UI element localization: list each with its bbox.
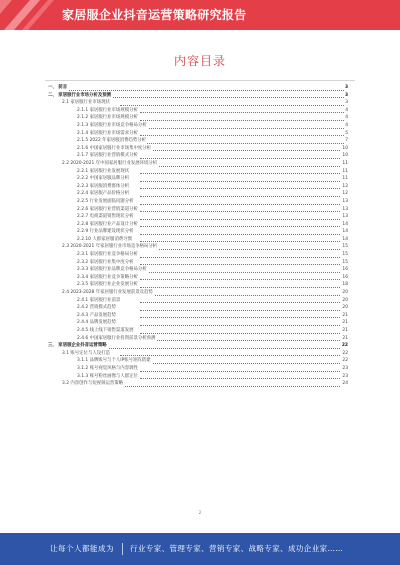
toc-entry-page: 22 xyxy=(341,343,348,349)
toc-entry-page: 14 xyxy=(342,229,348,235)
toc-leader-dots xyxy=(140,143,344,144)
toc-entry-label: 一、 前言 xyxy=(48,85,68,90)
toc-entry-label: 2.3 2020-2021 年家居服行业市场竞争格局分析 xyxy=(62,244,158,250)
toc-leader-dots xyxy=(140,363,344,364)
toc-entry-page: 22 xyxy=(342,358,348,364)
toc-entry-label: 2.2.2 中国家居服品牌分析 xyxy=(77,176,130,182)
toc-entry-label: 2.1.4 家居服行业市场需求分析 xyxy=(77,130,138,136)
toc-entry-page: 16 xyxy=(342,267,348,273)
toc-entry[interactable] xyxy=(0,251,400,259)
toc-entry-label: 2.1.6 中国家居服行业市场集中度分析 xyxy=(77,145,152,151)
toc-entry-label: 2.4.3 产品发展趋势 xyxy=(77,312,116,318)
header-bar xyxy=(0,0,400,30)
toc-entry-page: 12 xyxy=(342,183,348,189)
toc-entry-label: 2.3.5 家居服行业企业发展分析 xyxy=(77,282,138,288)
toc-entry[interactable] xyxy=(0,350,400,358)
toc-entry[interactable] xyxy=(0,373,400,381)
toc-entry[interactable] xyxy=(0,160,400,168)
page-number: 2 xyxy=(198,510,202,515)
toc-entry-label: 2.1 家居服行业市场现状 xyxy=(62,100,110,106)
toc-heading: 内容目录 xyxy=(173,54,226,68)
toc-entry-label: 3.1.2 账号视觉风格与内容调性 xyxy=(77,365,138,371)
toc-entry-label: 2.2.6 家居服行业营销渠道分析 xyxy=(77,206,138,212)
toc-entry-page: 12 xyxy=(342,191,348,197)
toc-entry[interactable] xyxy=(0,213,400,221)
toc-entry-label: 2.4.4 品牌发展趋势 xyxy=(77,320,116,326)
toc-entry[interactable] xyxy=(0,84,400,92)
toc-entry-page: 15 xyxy=(342,244,348,250)
footer-bar xyxy=(0,533,400,565)
toc-entry[interactable] xyxy=(0,365,400,373)
toc-entry[interactable] xyxy=(0,357,400,365)
toc-entry-label: 2.3.1 家居服行业竞争格局分析 xyxy=(77,252,138,258)
toc-entry-page: 21 xyxy=(342,335,348,341)
footer-divider xyxy=(122,543,123,555)
toc-entry-page: 3 xyxy=(345,100,348,106)
toc-leader-dots xyxy=(140,264,344,265)
toc-leader-dots xyxy=(140,279,344,280)
toc-entry-page: 22 xyxy=(342,350,348,356)
toc-entry-page: 18 xyxy=(342,282,348,288)
toc-entry[interactable] xyxy=(0,198,400,206)
toc-entry-page: 14 xyxy=(342,236,348,242)
toc-entry[interactable] xyxy=(0,130,400,138)
toc-leader-dots xyxy=(140,150,344,151)
toc-entry-label: 2.4.6 中国家居服行业投资前景分析预测 xyxy=(77,335,156,341)
toc-leader-dots xyxy=(140,196,344,197)
toc-entry-page: 4 xyxy=(345,107,348,113)
toc-leader-dots xyxy=(140,241,344,242)
toc-leader-dots xyxy=(140,188,344,189)
toc-entry[interactable] xyxy=(0,289,400,297)
toc-entry-page: 20 xyxy=(342,305,348,311)
toc-entry[interactable] xyxy=(0,243,400,251)
toc-leader-dots xyxy=(140,371,344,372)
toc-entry-page: 23 xyxy=(342,373,348,379)
toc-leader-dots xyxy=(120,386,344,387)
toc-entry-label: 2.2.7 电商渠道销售现状分析 xyxy=(77,214,134,220)
toc-entry[interactable] xyxy=(0,304,400,312)
toc-entry-label: 2.1.5 2022 年家居服消费趋势分析 xyxy=(77,138,147,144)
toc-leader-dots xyxy=(140,325,344,326)
toc-entry-label: 3.2 内容创作与短视频运营策略 xyxy=(62,381,124,387)
toc-leader-dots xyxy=(140,302,344,303)
toc-entry-page: 13 xyxy=(342,214,348,220)
toc-entry[interactable] xyxy=(0,137,400,145)
toc-entry[interactable] xyxy=(0,259,400,267)
toc-entry-label: 3.1.1 品牌账号与个人IP账号矩阵搭建 xyxy=(77,358,151,364)
toc-leader-dots xyxy=(140,378,344,379)
table-of-contents xyxy=(0,84,400,388)
toc-entry-label: 2.2 2020-2021 年中国家居服行业发展环境分析 xyxy=(62,160,158,166)
toc-leader-dots xyxy=(140,287,344,288)
toc-entry-page: 21 xyxy=(342,312,348,318)
footer-roles: 行业专家、管理专家、营销专家、战略专家、成功企业家…… xyxy=(130,544,344,553)
toc-leader-dots xyxy=(140,204,344,205)
toc-leader-dots xyxy=(140,173,344,174)
toc-entry-label: 2.3.2 家居服行业集中度分析 xyxy=(77,259,134,265)
toc-entry-page: 10 xyxy=(342,145,348,151)
header-title: 家居服企业抖音运营策略研究报告 xyxy=(62,8,247,22)
toc-entry[interactable] xyxy=(0,114,400,122)
toc-leader-dots xyxy=(120,355,344,356)
toc-entry[interactable] xyxy=(0,190,400,198)
toc-entry-page: 20 xyxy=(342,297,348,303)
toc-entry[interactable] xyxy=(0,274,400,282)
toc-entry-page: 15 xyxy=(342,252,348,258)
toc-entry-label: 2.2.1 家居服行业发展现状 xyxy=(77,168,130,174)
toc-entry[interactable] xyxy=(0,342,400,350)
toc-leader-dots xyxy=(140,120,344,121)
toc-entry-label: 2.4.2 营销模式趋势 xyxy=(77,305,116,311)
toc-leader-dots xyxy=(140,181,344,182)
toc-leader-dots xyxy=(140,340,344,341)
toc-entry-label: 三、 家居服企业抖音运营策略 xyxy=(48,343,107,349)
toc-leader-dots xyxy=(140,234,344,235)
toc-entry-page: 4 xyxy=(345,122,348,128)
toc-entry-label: 2.3.3 家居服行业品牌竞争格局分析 xyxy=(77,267,147,273)
toc-leader-dots xyxy=(140,317,344,318)
toc-entry-label: 2.2.4 家居服产品价格分析 xyxy=(77,191,130,197)
toc-leader-dots xyxy=(140,272,344,273)
toc-entry-page: 21 xyxy=(342,328,348,333)
toc-leader-dots xyxy=(140,226,344,227)
toc-entry[interactable] xyxy=(0,206,400,214)
toc-entry-label: 2.2.8 家居服行业产品设计分析 xyxy=(77,221,138,227)
toc-entry-label: 2.4.1 家居服行业前景 xyxy=(77,297,121,303)
toc-entry[interactable] xyxy=(0,297,400,305)
toc-entry[interactable] xyxy=(0,92,400,100)
toc-entry-label: 3.1 账号定位与人设打造 xyxy=(62,350,110,356)
toc-entry-label: 二、 家居服行业市场分析及预测 xyxy=(48,92,111,98)
toc-entry-label: 2.3.4 家居服行业竞争策略分析 xyxy=(77,274,138,280)
toc-entry-page: 11 xyxy=(342,160,348,166)
toc-entry-label: 2.1.3 家居服行业市场竞争格局分析 xyxy=(77,122,147,128)
toc-entry-page: 15 xyxy=(342,259,348,265)
toc-entry-page: 4 xyxy=(345,115,348,121)
toc-entry[interactable] xyxy=(0,236,400,244)
toc-entry[interactable] xyxy=(0,99,400,107)
toc-entry[interactable] xyxy=(0,281,400,289)
toc-entry-page: 11 xyxy=(342,176,348,182)
toc-entry[interactable] xyxy=(0,319,400,327)
toc-entry-page: 14 xyxy=(342,221,348,227)
toc-entry-label: 2.4 2023-2028 年家居服行业发展前景及趋势 xyxy=(62,290,153,296)
toc-leader-dots xyxy=(140,219,344,220)
toc-entry[interactable] xyxy=(0,152,400,160)
toc-entry-label: 2.2.5 行业发展面临问题分析 xyxy=(77,198,134,204)
toc-entry-page: 3 xyxy=(344,92,348,98)
toc-leader-dots xyxy=(60,90,344,91)
toc-entry-page: 20 xyxy=(342,290,348,296)
toc-entry[interactable] xyxy=(0,335,400,343)
footer-slogan: 让每个人都能成为 xyxy=(50,544,114,553)
toc-entry-page: 11 xyxy=(342,168,348,174)
toc-entry[interactable] xyxy=(0,183,400,191)
header-stripes-decoration xyxy=(0,0,60,30)
toc-entry[interactable] xyxy=(0,145,400,153)
toc-entry[interactable] xyxy=(0,266,400,274)
toc-entry-label: 2.2.10 人群家居服消费习惯 xyxy=(77,236,132,242)
toc-entry[interactable] xyxy=(0,168,400,176)
heading-divider xyxy=(45,80,355,81)
toc-entry-label: 2.1.7 家居服行业营销模式分析 xyxy=(77,153,138,159)
toc-leader-dots xyxy=(140,112,344,113)
toc-entry[interactable] xyxy=(0,380,400,388)
toc-entry-label: 3.1.3 账号粉丝画像与人群定位 xyxy=(77,373,138,379)
toc-entry-label: 2.1.1 家居服行业市场规模分析 xyxy=(77,107,138,113)
toc-entry-label: 2.2.3 家居服消费群体分析 xyxy=(77,183,130,189)
toc-entry-page: 16 xyxy=(342,274,348,280)
toc-entry[interactable] xyxy=(0,175,400,183)
toc-leader-dots xyxy=(140,158,344,159)
toc-leader-dots xyxy=(140,310,344,311)
toc-entry[interactable] xyxy=(0,107,400,115)
toc-leader-dots xyxy=(140,333,344,334)
toc-leader-dots xyxy=(140,128,344,129)
toc-entry-page: 21 xyxy=(342,320,348,326)
toc-entry[interactable] xyxy=(0,327,400,335)
toc-entry[interactable] xyxy=(0,228,400,236)
toc-entry-page: 23 xyxy=(342,365,348,371)
toc-entry-page: 7 xyxy=(345,138,348,144)
toc-entry-label: 2.1.2 家居服行业市场规模分析 xyxy=(77,115,138,121)
toc-entry[interactable] xyxy=(0,221,400,229)
toc-leader-dots xyxy=(140,211,344,212)
toc-entry-page: 5 xyxy=(345,130,348,136)
toc-entry-page: 10 xyxy=(342,153,348,159)
toc-entry-page: 13 xyxy=(342,198,348,204)
toc-entry-label: 2.2.9 行业品牌建设现状分析 xyxy=(77,229,134,235)
toc-entry[interactable] xyxy=(0,122,400,130)
toc-leader-dots xyxy=(140,135,344,136)
toc-entry-page: 3 xyxy=(344,85,348,90)
toc-entry[interactable] xyxy=(0,312,400,320)
toc-entry-label: 2.4.5 线上线下销售渠道发展 xyxy=(77,328,134,333)
toc-entry-page: 24 xyxy=(342,381,348,387)
toc-entry-page: 13 xyxy=(342,206,348,212)
toc-leader-dots xyxy=(120,105,344,106)
toc-leader-dots xyxy=(140,257,344,258)
